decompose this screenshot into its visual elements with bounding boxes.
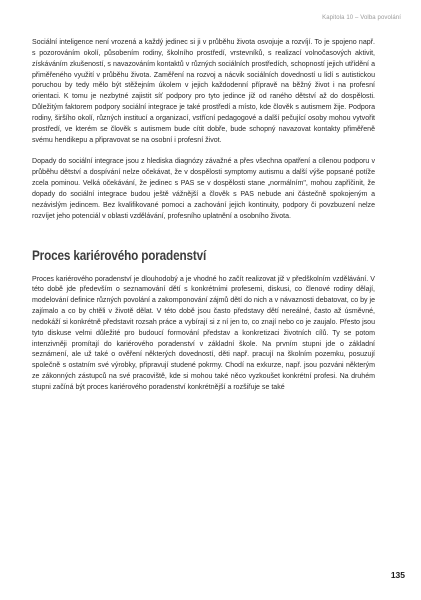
- paragraph-career-counseling: Proces kariérového poradenství je dlouhodobý a je vhodné ho začít realizovat již v předškolním vzdělávání. V této době jde především o seznamování dětí s konkrétními profesemi, diskusi, co členové rodiny dělají, modelování definice různých povolání a zakomponování zájmů dětí do nich a v návaznosti debatovat, co by je zajímalo a co by chtěli v životě dělat. V této době jsou často představy dětí nereálné, často až úsměvné, nedokáží si konkrétně představit rozsah práce a vybírají si z ní jen to, co znají nebo co je zaujalo. Přesto jsou tyto diskuse velmi důležité pro budoucí formování představ a konkretizaci životních cílů. Ty se potom intenzivněji promítají do kariérového poradenství v základní škole. Na prvním stupni jde o základní seznámení, ale už také o ověření některých dovedností, děti např. pracují na školním pozemku, posuzují společně s ostatním své výrobky, připravují studené pokrmy. Chodí na exkurze, např. jsou pozváni některým ze zákonných zástupců na své pracoviště, kde si mohou také něco vyzkoušet konkrétní profesi. Na druhém stupni začíná být proces kariérového poradenství konkrétnější a rozšiřuje se také: [32, 275, 375, 391]
- paragraph-social-integration: Dopady do sociální integrace jsou z hlediska diagnózy závažné a přes všechna opatření a cílenou podporu v průběhu dětství a dospívání nelze očekávat, že v dospělosti symptomy autismu a další výše popsané potíže zcela pominou. Velká očekávání, že jedinec s PAS se v dospělosti stane „normálním", mohou zapříčinit, že dopady do sociální integrace budou ještě vážnější a člověk s PAS nebude ani částečně spokojeným a nezávislým jedincem. Bez kvalifikované pomoci a zachování jejich kontinuity, podpory či povzbuzení nelze rozvíjet jeho potenciál v oblasti vzdělávání, profesního uplatnění a osobního života.: [32, 158, 375, 220]
- page-body: [32, 38, 375, 394]
- paragraph-social-intelligence: Sociální inteligence není vrozená a každý jedinec si ji v průběhu života osvojuje a rozvíjí. To je spojeno např. s pozorováním okolí, působením rodiny, školního prostředí, vrstevníků, s realizací volnočasových aktivit, získáváním zkušeností, s navazováním kontaktů v různých sociálních prostředích, schopností jejich utřídění a přiměřeného využití v průběhu života. Zaměření na rozvoj a nácvik sociálních dovedností u lidí s autistickou poruchou by tedy mělo být stěžejním úkolem v jejich každodenní přípravě na běžný život i na profesní orientaci. K tomu je nezbytné zajistit síť podpory pro tyto jedince již od raného dětství až do dospělosti. Důležitým faktorem podpory sociální integrace je také prostředí a místo, kde člověk s autismem žije. Podpora rodiny, širšího okolí, různých institucí a organizací, vstřícní pedagogové a další pečující osoby mohou vytvořit prostředí, ve kterém se člověk s autismem bude cítit dobře, bude schopný navazovat kontakty přiměřeně svému hendikepu a připravovat se na osobní i profesní život.: [32, 39, 375, 144]
- page-number: 135: [390, 570, 405, 580]
- section-heading: Proces kariérového poradenství: [32, 246, 207, 263]
- running-header: Kapitola 10 – Volba povolání: [322, 15, 401, 21]
